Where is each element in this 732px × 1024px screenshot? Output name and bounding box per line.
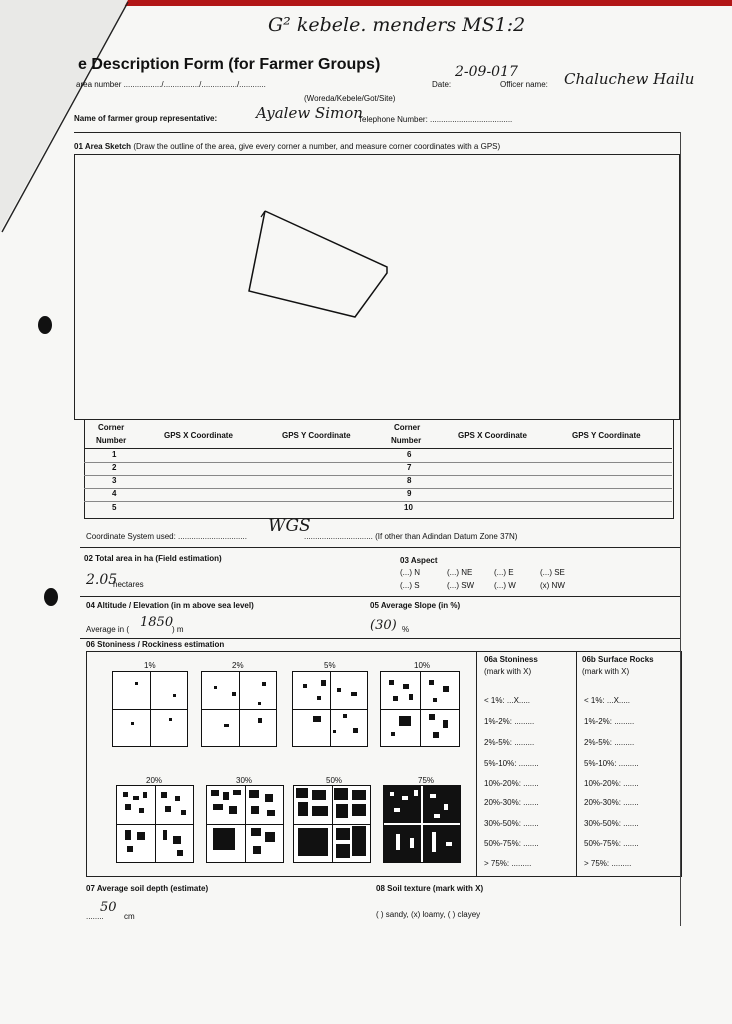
stone-pct-label: 50% xyxy=(326,776,343,785)
soil-depth-value: 50 xyxy=(100,900,117,915)
stone-opt-a: 30%-50%: ....... xyxy=(484,819,539,828)
stone-square-10pct xyxy=(380,671,460,747)
area-unit: hectares xyxy=(113,580,144,589)
stone-opt-a: 2%-5%: ......... xyxy=(484,738,535,747)
altitude-label: 04 Altitude / Elevation (in m above sea level) xyxy=(86,601,254,610)
stone-opt-b: 2%-5%: ......... xyxy=(584,738,635,747)
stone-square-5pct xyxy=(292,671,368,747)
sketch-label-bold: 01 Area Sketch xyxy=(74,142,132,151)
stone-opt-a: < 1%: ...X..... xyxy=(484,696,531,705)
stone-opt-a: 10%-20%: ....... xyxy=(484,779,539,788)
corner-header-right: Corner xyxy=(394,423,421,432)
sketch-box xyxy=(74,154,680,420)
punch-hole-top xyxy=(38,316,52,334)
number-header: Number xyxy=(96,436,127,445)
slope-value: (30) xyxy=(370,618,397,633)
rule xyxy=(80,596,680,597)
stone-pct-label: 30% xyxy=(236,776,253,785)
aspect-s: (...) S xyxy=(400,581,420,590)
stone-opt-b: 1%-2%: ......... xyxy=(584,717,635,726)
corner-num: 10 xyxy=(404,503,413,512)
rule xyxy=(80,638,680,639)
aspect-n: (...) N xyxy=(400,568,420,577)
stone-opt-b: 50%-75%: ....... xyxy=(584,839,639,848)
corner-num: 8 xyxy=(407,476,412,485)
handwritten-header: G² kebele. menders MS1:2 xyxy=(268,14,526,36)
slope-label: 05 Average Slope (in %) xyxy=(370,601,461,610)
corner-num: 7 xyxy=(407,463,412,472)
aspect-ne: (...) NE xyxy=(447,568,473,577)
gps-x-header-right: GPS X Coordinate xyxy=(458,431,527,440)
stone-pct-label: 2% xyxy=(232,661,244,670)
form-right-border xyxy=(680,132,681,926)
aspect-label: 03 Aspect xyxy=(400,556,438,565)
coord-label: Coordinate System used: ............................... xyxy=(86,532,247,541)
stoniness-col-b-sub: (mark with X) xyxy=(582,667,630,676)
corner-num: 1 xyxy=(112,450,117,459)
rule xyxy=(80,547,680,548)
phone-label: Telephone Number: ..................................... xyxy=(358,115,513,124)
stone-opt-b: < 1%: ...X..... xyxy=(584,696,631,705)
rule xyxy=(576,651,577,876)
altitude-prefix: Average in ( xyxy=(86,625,129,634)
rep-value: Ayalew Simon xyxy=(256,104,363,122)
stone-pct-label: 1% xyxy=(144,661,156,670)
corner-num: 6 xyxy=(407,450,412,459)
gps-y-header-left: GPS Y Coordinate xyxy=(282,431,351,440)
stone-pct-label: 20% xyxy=(146,776,163,785)
form-title: e Description Form (for Farmer Groups) xyxy=(78,56,381,73)
slope-unit: % xyxy=(402,625,410,634)
corner-num: 4 xyxy=(112,489,117,498)
stone-square-30pct xyxy=(206,785,284,863)
altitude-value: 1850 xyxy=(140,615,174,630)
rule xyxy=(84,501,672,502)
stoniness-label: 06 Stoniness / Rockiness estimation xyxy=(86,640,225,649)
stone-square-50pct xyxy=(293,785,371,863)
area-label: 02 Total area in ha (Field estimation) xyxy=(84,554,222,563)
aspect-e: (...) E xyxy=(494,568,514,577)
aspect-sw: (...) SW xyxy=(447,581,475,590)
rule xyxy=(74,132,680,133)
stone-opt-a: > 75%: ......... xyxy=(484,859,532,868)
stone-square-75pct xyxy=(383,785,461,863)
soil-depth-label: 07 Average soil depth (estimate) xyxy=(86,884,209,893)
punch-hole-bottom xyxy=(44,588,58,606)
stone-opt-a: 50%-75%: ....... xyxy=(484,839,539,848)
gps-x-header-left: GPS X Coordinate xyxy=(164,431,233,440)
stone-square-2pct xyxy=(201,671,277,747)
stone-opt-b: 30%-50%: ....... xyxy=(584,819,639,828)
stone-opt-b: 20%-30%: ....... xyxy=(584,798,639,807)
corner-num: 5 xyxy=(112,503,117,512)
area-number-sub: (Woreda/Kebele/Got/Site) xyxy=(304,94,396,103)
red-border-strip xyxy=(120,0,732,6)
stoniness-col-b-title: 06b Surface Rocks xyxy=(582,655,654,664)
aspect-se: (...) SE xyxy=(540,568,565,577)
soil-depth-unit: cm xyxy=(124,912,135,921)
texture-options: ( ) sandy, (x) loamy, ( ) clayey xyxy=(376,910,481,919)
soil-depth-dots: ........ xyxy=(86,912,104,921)
number-header-right: Number xyxy=(391,436,422,445)
stone-opt-a: 5%-10%: ......... xyxy=(484,759,539,768)
coord-value: WGS xyxy=(268,516,311,536)
rep-label: Name of farmer group representative: xyxy=(74,114,218,123)
stone-opt-b: 10%-20%: ....... xyxy=(584,779,639,788)
area-number-label: area number ................./................/................/............ xyxy=(76,80,266,89)
stone-pct-label: 5% xyxy=(324,661,336,670)
date-label: Date: xyxy=(432,80,452,89)
rule xyxy=(84,475,672,476)
texture-label: 08 Soil texture (mark with X) xyxy=(376,884,484,893)
rule xyxy=(84,488,672,489)
rule xyxy=(84,448,672,449)
officer-value: Chaluchew Hailu xyxy=(564,70,695,88)
aspect-w: (...) W xyxy=(494,581,516,590)
altitude-suffix: ) m xyxy=(172,625,184,634)
coord-note: ............................... (If other than Adindan Datum Zone 37N) xyxy=(304,532,518,541)
field-outline-sketch xyxy=(75,155,679,419)
stone-opt-a: 20%-30%: ....... xyxy=(484,798,539,807)
corner-header: Corner xyxy=(98,423,125,432)
corner-num: 9 xyxy=(407,489,412,498)
aspect-nw: (x) NW xyxy=(540,581,565,590)
stone-square-20pct xyxy=(116,785,194,863)
stone-opt-b: 5%-10%: ......... xyxy=(584,759,639,768)
stoniness-col-a-sub: (mark with X) xyxy=(484,667,532,676)
officer-label: Officer name: xyxy=(500,80,548,89)
corner-num: 3 xyxy=(112,476,117,485)
stone-opt-a: 1%-2%: ......... xyxy=(484,717,535,726)
stoniness-col-a-title: 06a Stoniness xyxy=(484,655,538,664)
stone-pct-label: 75% xyxy=(418,776,435,785)
stone-square-1pct xyxy=(112,671,188,747)
area-value: 2.05 xyxy=(86,572,118,588)
rule xyxy=(476,651,477,876)
date-value: 2-09-017 xyxy=(455,64,518,80)
sketch-label xyxy=(74,142,500,151)
gps-y-header-right: GPS Y Coordinate xyxy=(572,431,641,440)
stone-opt-b: > 75%: ......... xyxy=(584,859,632,868)
corner-num: 2 xyxy=(112,463,117,472)
sketch-label-rest: (Draw the outline of the area, give every corner a number, and measure corner coordinates with a GPS) xyxy=(133,142,501,151)
rule xyxy=(84,462,672,463)
stone-pct-label: 10% xyxy=(414,661,431,670)
